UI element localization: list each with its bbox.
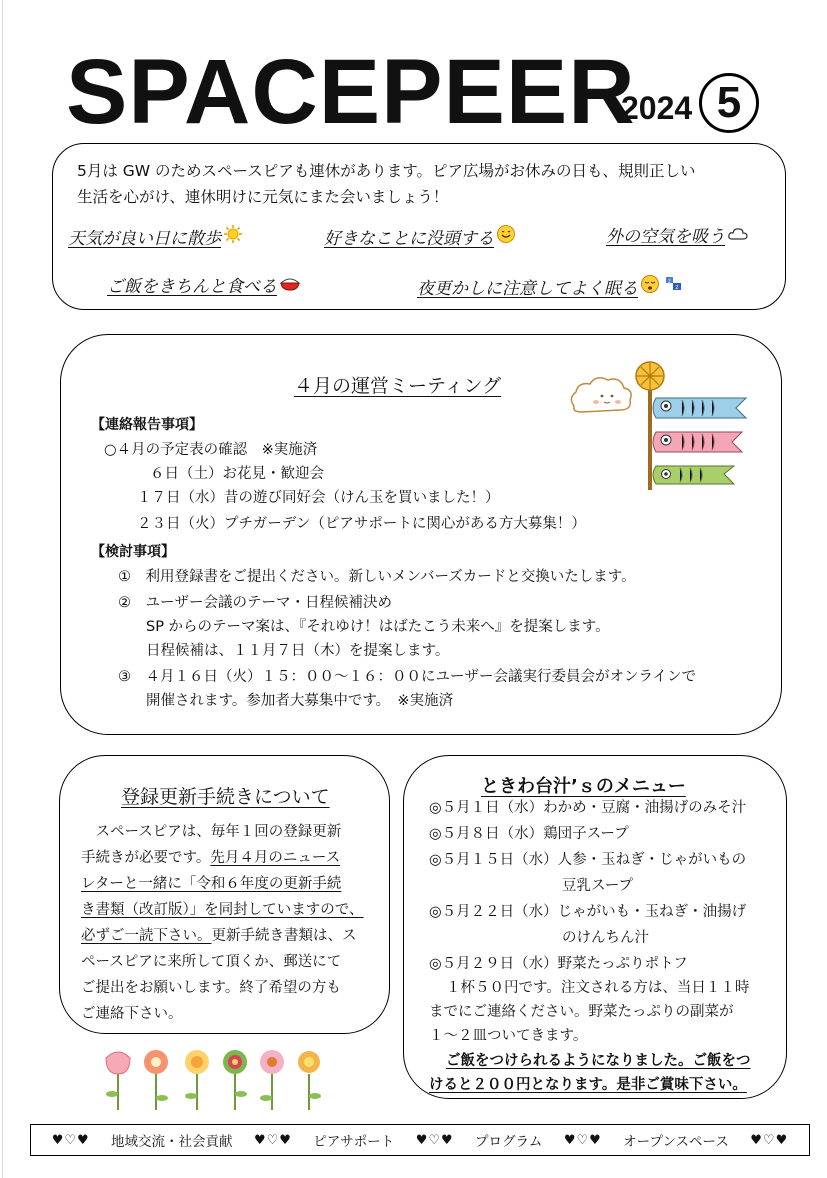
renewal-line: 手続きが必要です。先月４月のニュース	[81, 850, 341, 866]
heart-icons: ♥♡♥	[51, 1132, 90, 1148]
menu-title: ときわ台汁’ｓのメニュー	[481, 776, 686, 797]
menu-item: ◎５月１５日（水）人参・玉ねぎ・じゃがいもの	[429, 852, 747, 868]
rice-bowl-icon	[279, 274, 301, 298]
tip-hobby-label: 好きなことに没頭する	[324, 229, 494, 249]
tip-sleep	[417, 274, 684, 300]
menu-note: １～２皿ついてきます。	[429, 1028, 588, 1044]
discuss-line: ① 利用登録書をご提出ください。新しいメンバーズカードと交換いたします。	[118, 569, 636, 585]
koinobori-illustration	[566, 358, 756, 498]
menu-item: のけんちん汁	[562, 930, 649, 946]
intro-text	[77, 158, 767, 210]
footer-item: プログラム	[475, 1134, 543, 1150]
menu-item: ◎５月８日（水）鶏団子スープ	[429, 826, 629, 842]
tip-walk	[68, 224, 243, 250]
heart-icons: ♥♡♥	[750, 1132, 789, 1148]
menu-item: ◎５月２９日（水）野菜たっぷりポトフ	[429, 956, 688, 972]
report-line: ６日（土）お花見・歓迎会	[150, 466, 324, 482]
rice-note: けると２００円となります。是非ご賞味下さい。	[429, 1077, 747, 1093]
report-heading: 【連絡報告事項】	[91, 417, 203, 433]
heart-icons: ♥♡♥	[253, 1132, 292, 1148]
sleepy-face-icon	[640, 274, 684, 300]
newsletter-year: 2024	[621, 90, 693, 126]
footer-bar	[30, 1124, 810, 1156]
flowers-illustration	[100, 1044, 328, 1114]
menu-item: ◎５月２２日（水）じゃがいも・玉ねぎ・油揚げ	[429, 904, 747, 920]
cloud-icon	[727, 224, 749, 248]
footer-item: オープンスペース	[623, 1134, 729, 1150]
heart-icons: ♥♡♥	[563, 1132, 602, 1148]
sun-icon	[223, 224, 243, 250]
report-line: ○４月の予定表の確認 ※実施済	[104, 442, 318, 458]
tip-eat-label: ご飯をきちんと食べる	[107, 277, 277, 297]
discuss-line: ③ ４月１６日（火）１５：００～１６：００にユーザー会議実行委員会がオンラインで	[118, 669, 697, 685]
report-line: ２３日（火）プチガーデン（ピアサポートに関心がある方大募集！）	[137, 516, 586, 532]
renewal-line: ご連絡下さい。	[81, 1006, 183, 1022]
heart-icons: ♥♡♥	[415, 1132, 454, 1148]
renewal-line: ご提出をお願いします。終了希望の方も	[81, 980, 341, 996]
smile-icon	[496, 224, 516, 250]
page-edge-line	[2, 0, 3, 1178]
discuss-heading: 【検討事項】	[91, 544, 175, 560]
svg-text:z: z	[668, 278, 671, 285]
footer-item: 地域交流・社会貢献	[111, 1134, 233, 1150]
report-line: １７日（水）昔の遊び同好会（けん玉を買いました！）	[137, 490, 500, 506]
tip-eat	[107, 274, 301, 298]
svg-text:z: z	[675, 284, 679, 291]
menu-note: １杯５０円です。注文される方は、当日１１時	[446, 980, 750, 996]
renewal-line: スペースピアは、毎年１回の登録更新	[81, 824, 342, 840]
renewal-line: レターと一緒に「令和６年度の更新手続	[81, 876, 342, 892]
tip-fresh-air-label: 外の空気を吸う	[606, 227, 725, 247]
renewal-line: ペースピアに来所して頂くか、郵送にて	[81, 954, 342, 970]
renewal-line: 必ずご一読下さい。更新手続き書類は、ス	[81, 928, 357, 944]
intro-line-1: 5月は GW のためスペースピアも連休があります。ピア広場がお休みの日も、規則正しい	[77, 162, 696, 180]
discuss-line: SP からのテーマ案は、『それゆけ！はばたこう未来へ』を提案します。	[146, 619, 610, 635]
renewal-title: 登録更新手続きについて	[121, 786, 330, 808]
discuss-line: 日程候補は、１１月７日（木）を提案します。	[146, 643, 450, 659]
issue-number-badge: 5	[699, 73, 759, 133]
footer-item: ピアサポート	[313, 1134, 395, 1150]
meeting-title: ４月の運営ミーティング	[294, 375, 502, 397]
discuss-line: 開催されます。参加者大募集中です。 ※実施済	[146, 693, 454, 709]
menu-item: ◎５月１日（水）わかめ・豆腐・油揚げのみそ汁	[429, 800, 747, 816]
tip-sleep-label: 夜更かしに注意してよく眠る	[417, 279, 638, 299]
menu-item: 豆乳スープ	[562, 878, 634, 894]
newsletter-title: SPACEPEER	[66, 41, 636, 143]
tip-walk-label: 天気が良い日に散歩	[68, 229, 221, 249]
menu-note: までにご連絡ください。野菜たっぷりの副菜が	[429, 1004, 734, 1020]
tip-fresh-air	[606, 224, 749, 248]
tip-hobby	[324, 224, 516, 250]
discuss-line: ② ユーザー会議のテーマ・日程候補決め	[118, 595, 392, 611]
renewal-line: き書類（改訂版）」を同封していますので、	[81, 902, 364, 918]
rice-note: ご飯をつけられるようになりました。ご飯をつ	[446, 1053, 751, 1069]
intro-line-2: 生活を心がけ、連休明けに元気にまた会いましょう！	[77, 188, 449, 206]
